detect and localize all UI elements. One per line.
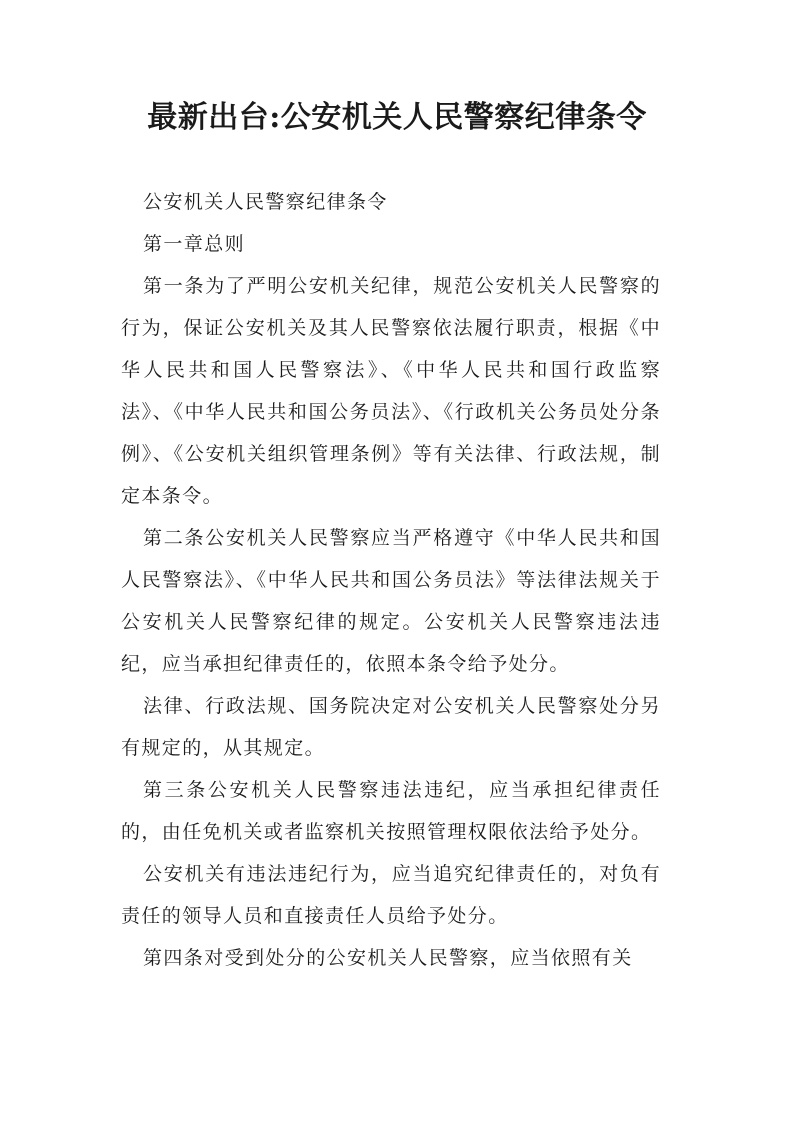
- paragraph-article-1: 第一条为了严明公安机关纪律，规范公安机关人民警察的行为，保证公安机关及其人民警察依法履行职责，根据《中华人民共和国人民警察法》、《中华人民共和国行政监察法》、《中华人民共和国公务员法》、《行政机关公务员处分条例》、《公安机关组织管理条例》等有关法律、行政法规，制定本条令。: [121, 275, 661, 507]
- document-body: [121, 181, 661, 979]
- paragraph-doc-heading: 公安机关人民警察纪律条令: [143, 191, 388, 213]
- paragraph-article-3-clause: 公安机关有违法违纪行为，应当追究纪律责任的，对负有责任的领导人员和直接责任人员给予处分。: [121, 863, 661, 927]
- paragraph-article-2-clause: 法律、行政法规、国务院决定对公安机关人民警察处分另有规定的，从其规定。: [121, 695, 661, 759]
- paragraph-article-3: 第三条公安机关人民警察违法违纪，应当承担纪律责任的，由任免机关或者监察机关按照管理权限依法给予处分。: [121, 779, 661, 843]
- document-title: 最新出台:公安机关人民警察纪律条令: [147, 100, 647, 135]
- paragraph-article-4: 第四条对受到处分的公安机关人民警察，应当依照有关: [143, 947, 633, 969]
- paragraph-chapter-heading: 第一章总则: [143, 233, 246, 255]
- paragraph-article-2: 第二条公安机关人民警察应当严格遵守《中华人民共和国人民警察法》、《中华人民共和国公务员法》等法律法规关于公安机关人民警察纪律的规定。公安机关人民警察违法违纪，应当承担纪律责任的，依照本条令给予处分。: [121, 527, 661, 675]
